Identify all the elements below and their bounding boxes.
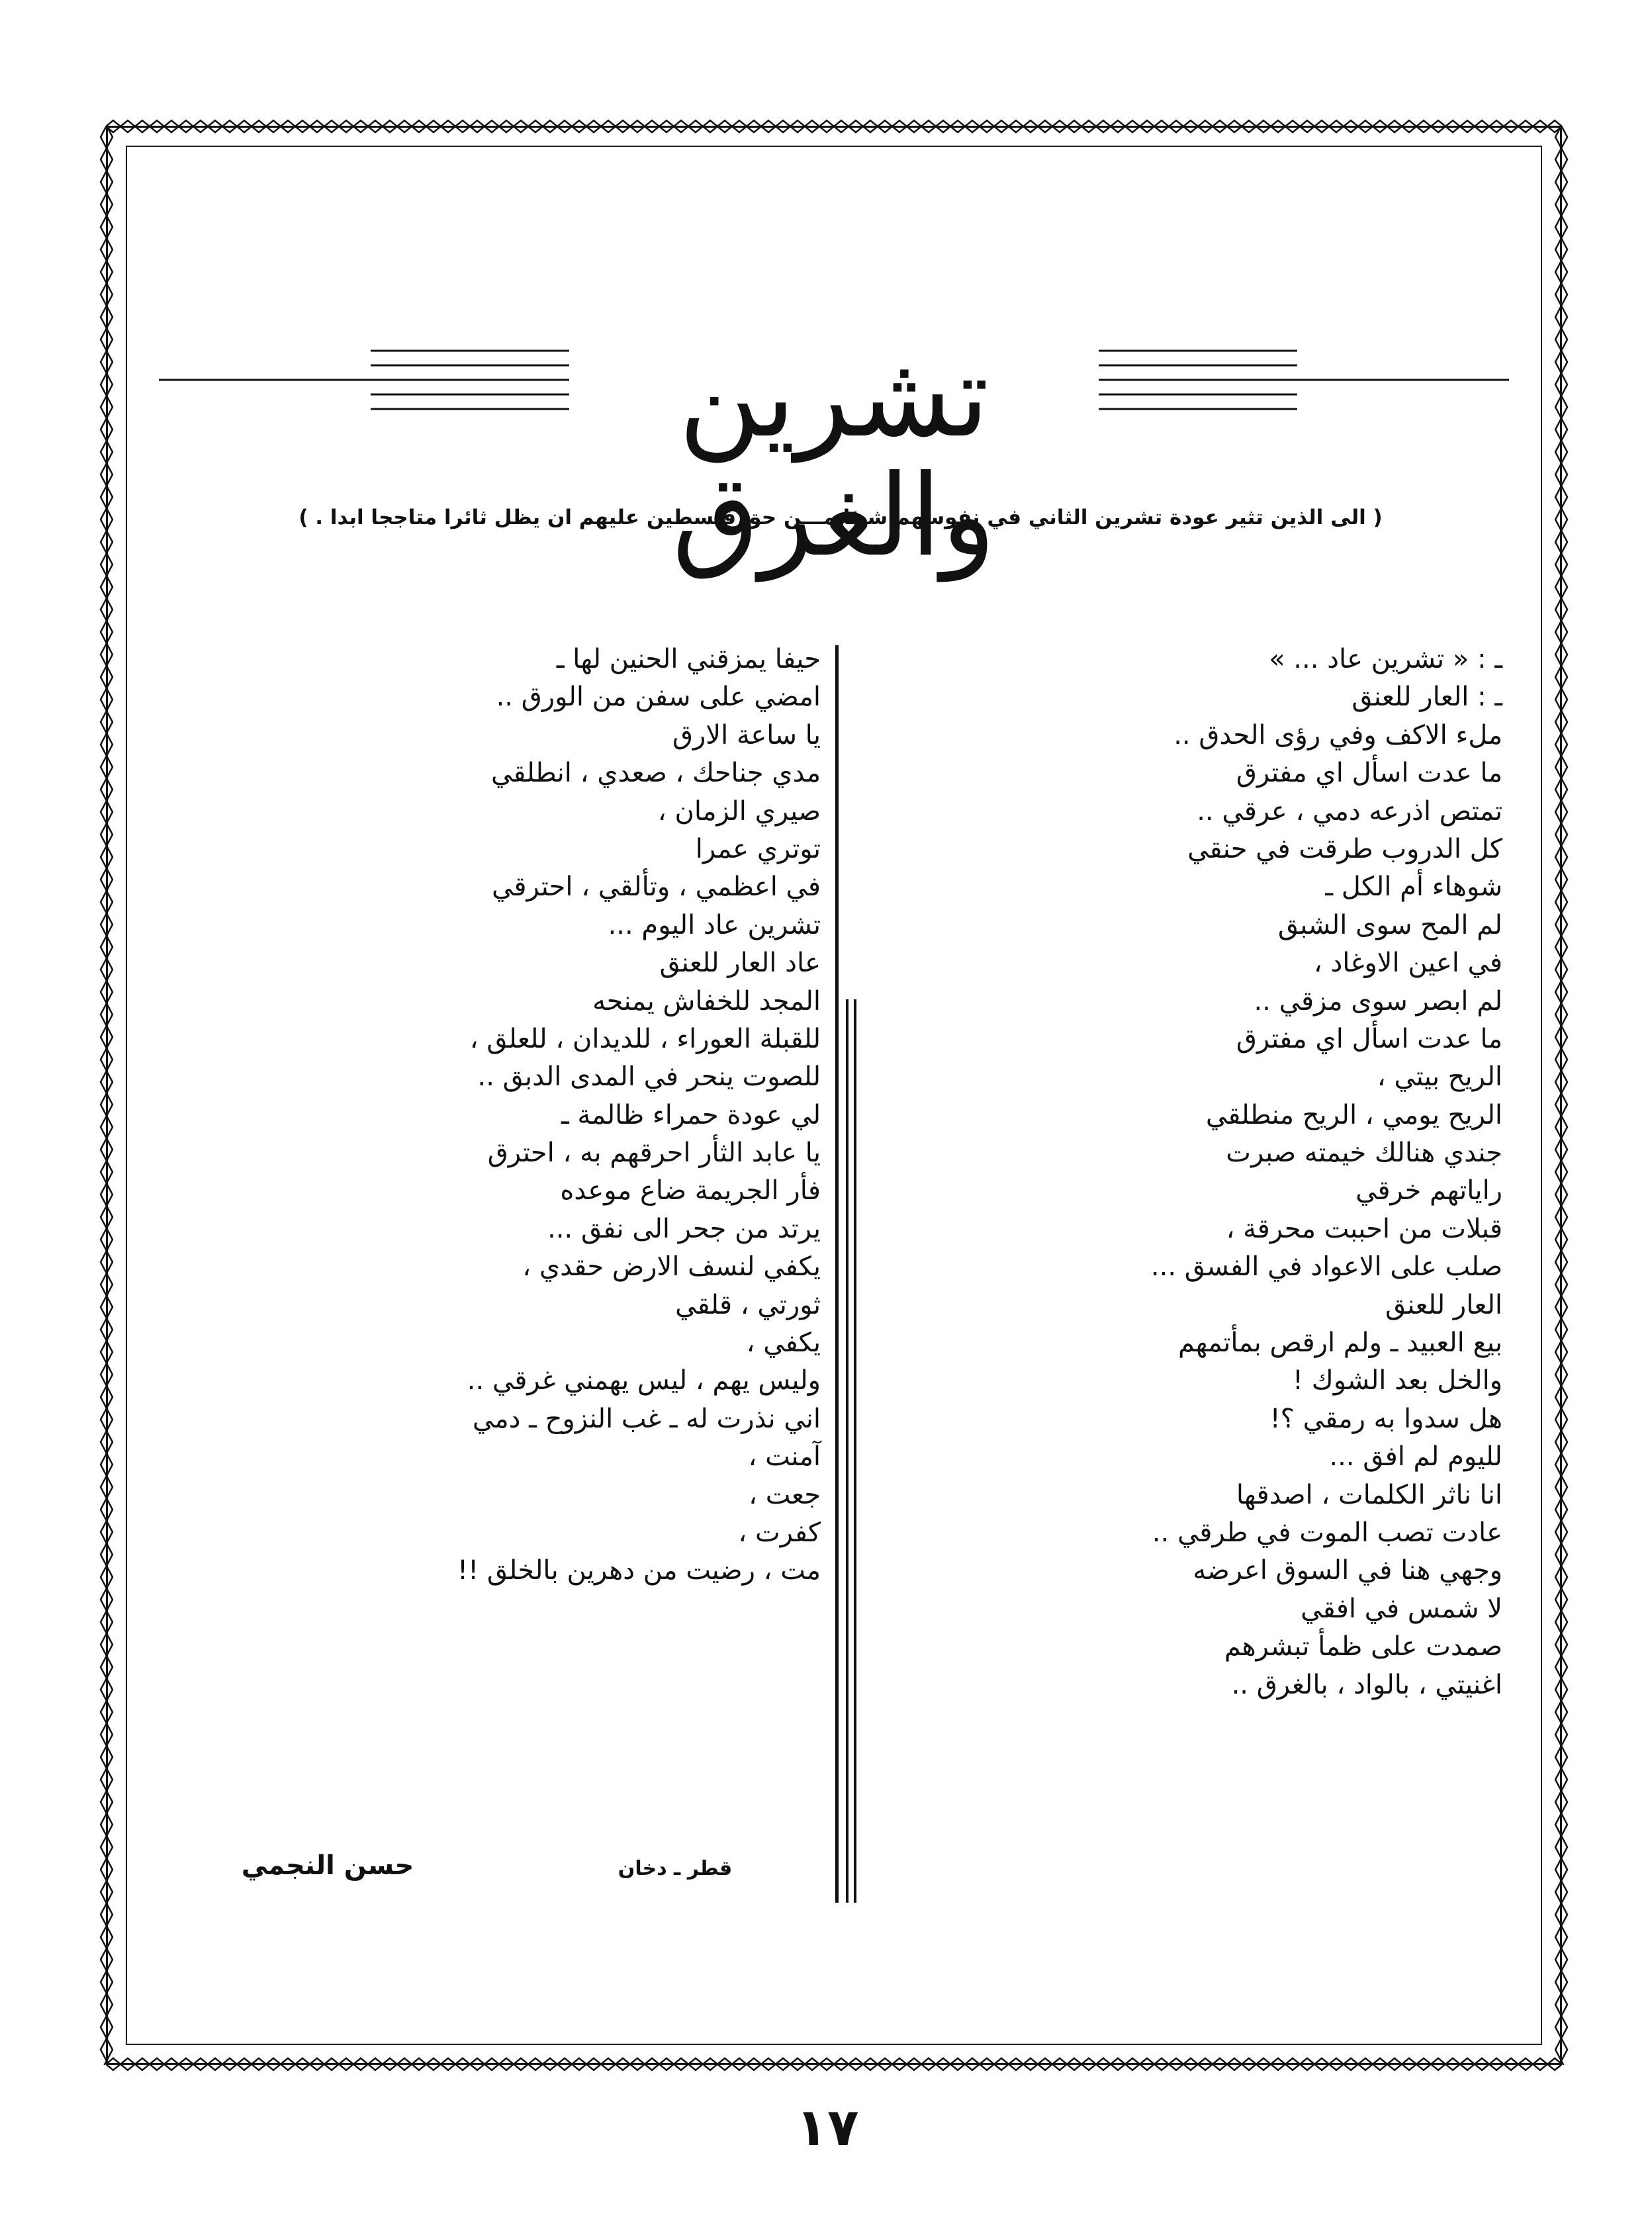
- poem-line: هل سدوا به رمقي ؟!: [1269, 1403, 1502, 1434]
- border-ornament-right: [1553, 126, 1570, 2065]
- poem-line: فأر الجريمة ضاع موعده: [560, 1175, 821, 1206]
- poem-line: جعت ،: [749, 1479, 821, 1510]
- border-ornament-left: [98, 126, 115, 2065]
- poem-line: يا عابد الثأر احرقهم به ، احترق: [487, 1138, 821, 1169]
- column-divider: [854, 999, 856, 1903]
- diamond-chain-icon: [106, 118, 1562, 135]
- poem-line: صيري الزمان ،: [657, 795, 821, 827]
- poem-line: ـ : « تشرين عاد ... »: [1269, 644, 1502, 674]
- page-title: تشرين والغرق: [672, 332, 996, 582]
- poem-line: لي عودة حمراء ظالمة ـ: [561, 1099, 821, 1130]
- poem-line: توتري عمرا: [695, 833, 821, 864]
- poem-line: راياتهم خرقي: [1355, 1175, 1502, 1206]
- poem-line: قبلات من احببت محرقة ،: [1226, 1213, 1502, 1244]
- dedication-subtitle: ( الى الذين تثير عودة تشرين الثاني في نفوسهم شيئا مـــن حق فلسطين عليهم ان يظل ثائرا متاججا ابدا . ): [298, 506, 1383, 529]
- poem-line: يرتد من جحر الى نفق ...: [547, 1213, 821, 1244]
- poem-column-left: [278, 641, 821, 1590]
- page-number: ١٧: [796, 2098, 859, 2157]
- poem-line: في اعظمي ، وتألقي ، احترقي: [492, 872, 821, 903]
- poem-location: قطر ـ دخان: [618, 1857, 733, 1880]
- poem-line: ملء الاكف وفي رؤى الحدق ..: [1173, 719, 1502, 750]
- poem-line: لم المح سوى الشبق: [1277, 909, 1502, 940]
- diamond-chain-icon: [98, 126, 115, 2065]
- poem-line: بيع العبيد ـ ولم ارقص بمأتمهم: [1178, 1328, 1502, 1359]
- poem-line: حيفا يمزقني الحنين لها ـ: [556, 644, 821, 674]
- poem-line: انا ناثر الكلمات ، اصدقها: [1236, 1479, 1502, 1510]
- poem-line: شوهاء أم الكل ـ: [1325, 872, 1502, 903]
- poem-line: يكفي لنسف الارض حقدي ،: [522, 1251, 821, 1283]
- poem-line: عادت تصب الموت في طرقي ..: [1152, 1517, 1502, 1548]
- title-rule-left: [159, 331, 569, 463]
- poem-line: يا ساعة الارق: [672, 719, 821, 750]
- poem-line: جندي هنالك خيمته صبرت: [1226, 1138, 1502, 1169]
- poem-line: يكفي ،: [746, 1328, 821, 1359]
- poem-line: امضي على سفن من الورق ..: [496, 682, 821, 713]
- title-rule-lines-icon: [1099, 331, 1509, 463]
- title-rule-right: [1099, 331, 1509, 463]
- poem-line: كفرت ،: [738, 1517, 821, 1548]
- poem-line: عاد العار للعنق: [659, 948, 821, 979]
- poem-line: للصوت ينحر في المدى الدبق ..: [477, 1062, 821, 1093]
- poem-line: لا شمس في افقي: [1301, 1593, 1502, 1624]
- poem-line: اني نذرت له ـ غب النزوح ـ دمي: [472, 1403, 821, 1434]
- poem-line: المجد للخفاش يمنحه: [592, 985, 821, 1017]
- poem-line: كل الدروب طرقت في حنقي: [1187, 833, 1502, 864]
- poem-line: وجهي هنا في السوق اعرضه: [1193, 1555, 1502, 1586]
- poem-line: الريح يومي ، الريح منطلقي: [1205, 1099, 1502, 1130]
- poem-line: مت ، رضيت من دهرين بالخلق !!: [457, 1555, 821, 1586]
- poem-line: تشرين عاد اليوم ...: [608, 909, 821, 940]
- poem-line: مدي جناحك ، صعدي ، انطلقي: [491, 758, 821, 789]
- poem-line: اغنيتي ، بالواد ، بالغرق ..: [1231, 1669, 1502, 1700]
- poem-author: حسن النجمي: [241, 1850, 414, 1881]
- diamond-chain-icon: [1553, 126, 1570, 2065]
- poem-line: ـ : العار للعنق: [1352, 682, 1502, 713]
- poem-line: ثورتي ، قلقي: [675, 1289, 821, 1320]
- poem-line: صلب على الاعواد في الفسق ...: [1150, 1251, 1502, 1283]
- border-ornament-top: [106, 118, 1562, 135]
- title-rule-lines-icon: [159, 331, 569, 463]
- poem-line: للقبلة العوراء ، للديدان ، للعلق ،: [469, 1023, 821, 1054]
- poem-line: صمدت على ظمأ تبشرهم: [1224, 1631, 1502, 1662]
- diamond-chain-icon: [106, 2056, 1562, 2073]
- poem-line: ما عدت اسأل اي مفترق: [1236, 1023, 1502, 1054]
- poem-line: ما عدت اسأل اي مفترق: [1236, 758, 1502, 789]
- column-divider: [846, 999, 849, 1903]
- poem-line: وليس يهم ، ليس يهمني غرقي ..: [467, 1365, 821, 1396]
- border-ornament-bottom: [106, 2056, 1562, 2073]
- poem-line: آمنت ،: [748, 1441, 821, 1473]
- poem-line: في اعين الاوغاد ،: [1313, 948, 1502, 979]
- poem-line: لليوم لم افق ...: [1329, 1441, 1502, 1473]
- poem-line: الريح بيتي ،: [1377, 1062, 1502, 1093]
- poem-line: والخل بعد الشوك !: [1293, 1365, 1502, 1396]
- poem-line: العار للعنق: [1385, 1289, 1502, 1320]
- column-divider: [835, 645, 839, 1903]
- poem-line: تمتص اذرعه دمي ، عرقي ..: [1197, 795, 1502, 827]
- poem-column-right: [880, 641, 1502, 1704]
- poem-line: لم ابصر سوى مزقي ..: [1254, 985, 1502, 1017]
